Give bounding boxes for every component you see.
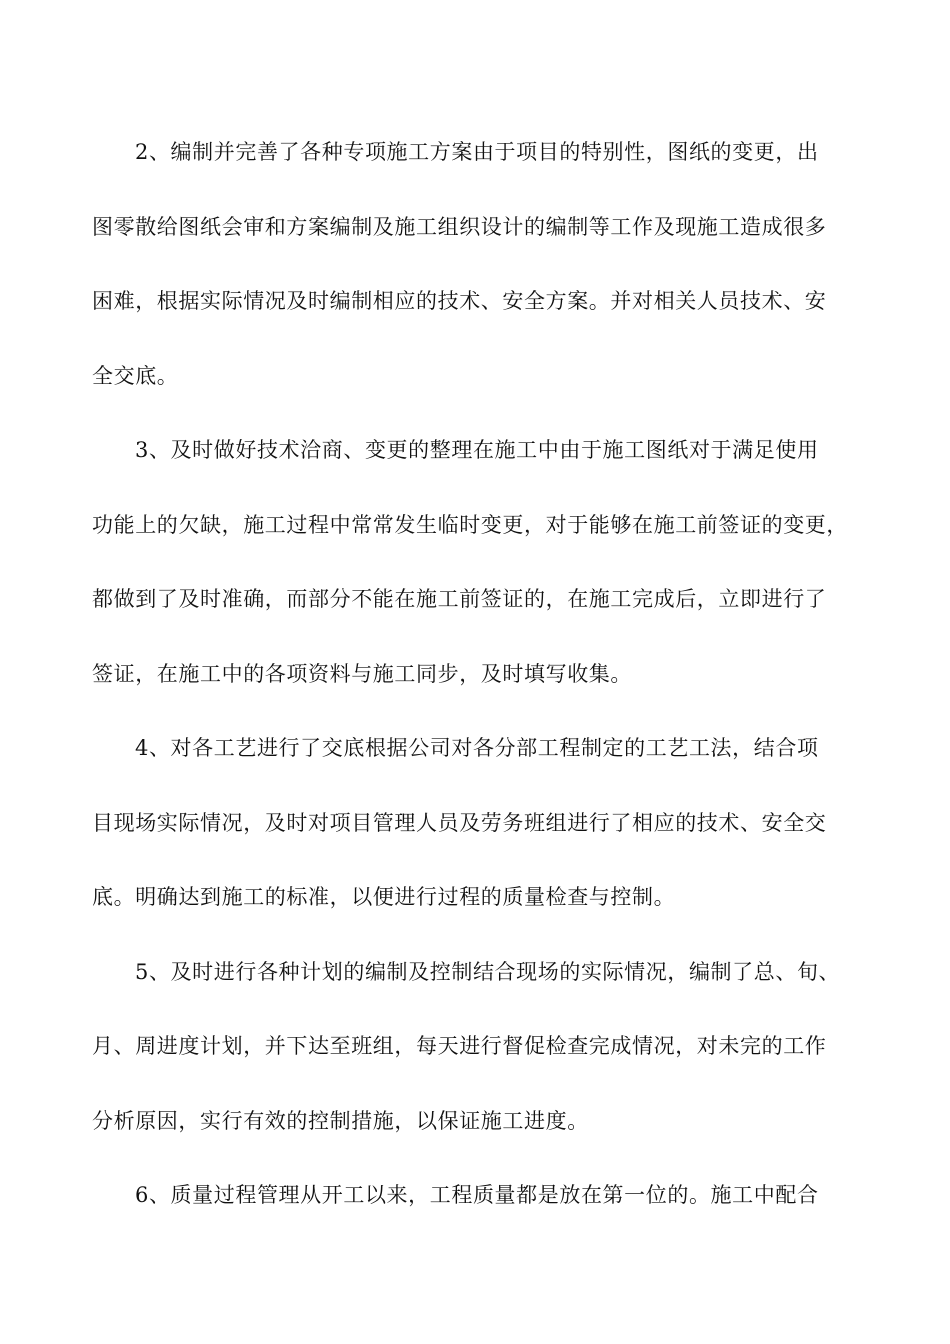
paragraph-3-line-2: 功能上的欠缺，施工过程中常常发生临时变更，对于能够在施工前签证的变更，	[92, 513, 848, 537]
paragraph-5-line-2: 月、周进度计划，并下达至班组，每天进行督促检查完成情况，对未完的工作	[92, 1034, 827, 1058]
paragraph-3-line-1: 3、及时做好技术洽商、变更的整理在施工中由于施工图纸对于满足使用	[135, 438, 819, 462]
paragraph-4-line-1: 4、对各工艺进行了交底根据公司对各分部工程制定的工艺工法，结合项	[135, 736, 819, 760]
paragraph-2-line-1: 2、编制并完善了各种专项施工方案由于项目的特别性，图纸的变更，出	[135, 140, 819, 164]
paragraph-4-line-2: 目现场实际情况，及时对项目管理人员及劳务班组进行了相应的技术、安全交	[92, 811, 827, 835]
paragraph-2-line-3: 困难，根据实际情况及时编制相应的技术、安全方案。并对相关人员技术、安	[92, 289, 827, 313]
paragraph-5-line-3: 分析原因，实行有效的控制措施，以保证施工进度。	[92, 1109, 589, 1133]
paragraph-2-line-2: 图零散给图纸会审和方案编制及施工组织设计的编制等工作及现施工造成很多	[92, 215, 827, 239]
paragraph-3-line-4: 签证，在施工中的各项资料与施工同步，及时填写收集。	[92, 662, 632, 686]
paragraph-3-line-3: 都做到了及时准确，而部分不能在施工前签证的，在施工完成后，立即进行了	[92, 587, 827, 611]
paragraph-6-line-1: 6、质量过程管理从开工以来，工程质量都是放在第一位的。施工中配合	[135, 1183, 819, 1207]
paragraph-2-line-4: 全交底。	[92, 364, 179, 388]
paragraph-5-line-1: 5、及时进行各种计划的编制及控制结合现场的实际情况，编制了总、旬、	[135, 960, 841, 984]
paragraph-4-line-3: 底。明确达到施工的标准，以便进行过程的质量检查与控制。	[92, 885, 676, 909]
